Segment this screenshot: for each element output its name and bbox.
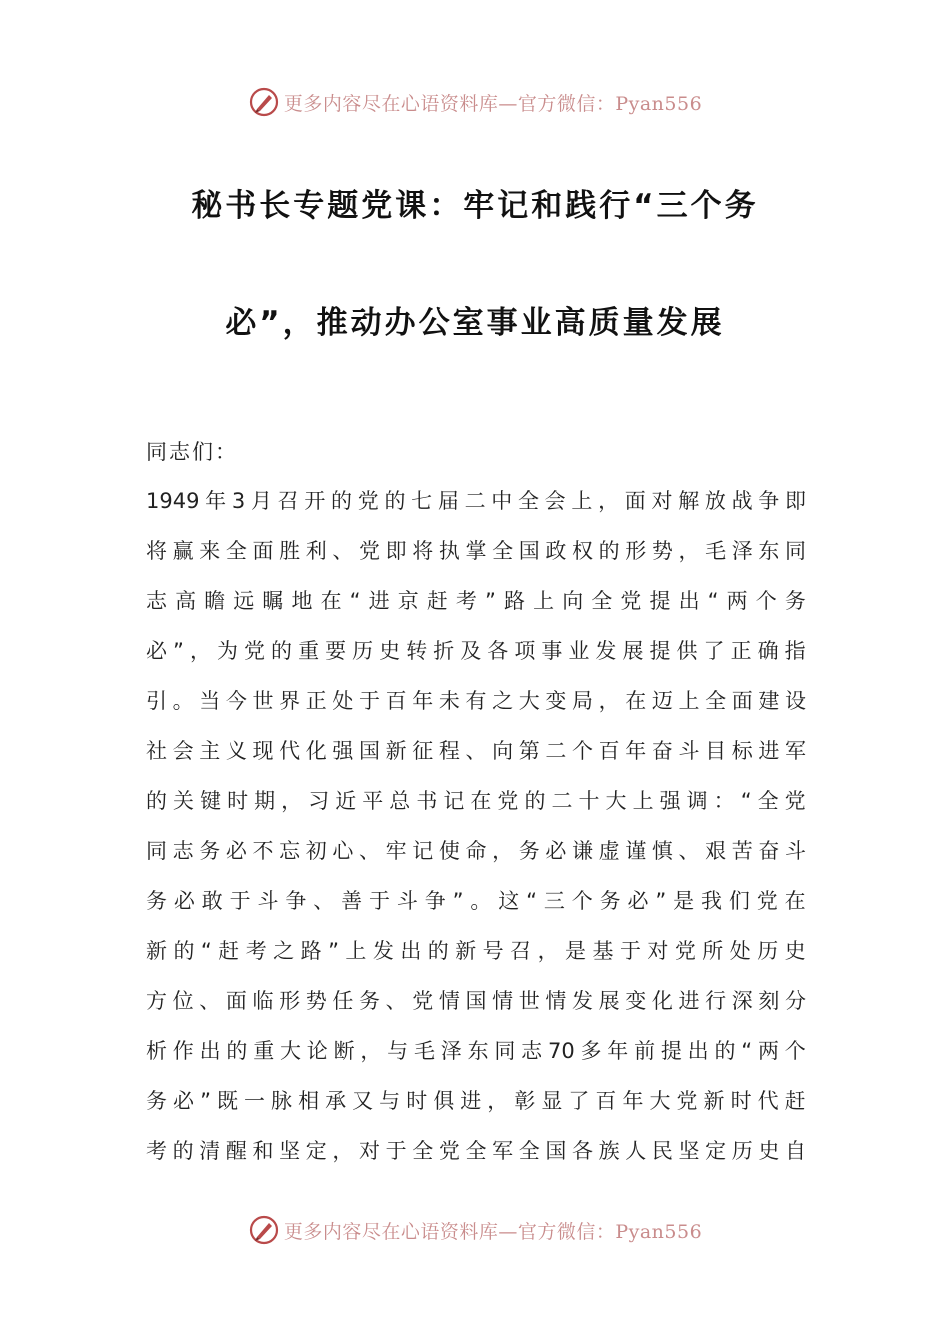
- paragraph-line: 方 位 、 面 临 形 势 任 务 、 党 情 国 情 世 情 发 展 变 化 进 行 深 刻 分: [146, 989, 806, 1013]
- salutation: 同志们：: [146, 440, 238, 464]
- paragraph-line: 务 必 敢 于 斗 争 、 善 于 斗 争 ” 。 这 “ 三 个 务 必 ” 是 我 们 党 在: [146, 889, 806, 913]
- pen-in-circle-icon: [248, 86, 280, 118]
- paragraph-line: 的 关 键 时 期 ， 习 近 平 总 书 记 在 党 的 二 十 大 上 强 调 ： “ 全 党: [146, 789, 806, 813]
- body-paragraph: [146, 476, 806, 1176]
- paragraph-line: 引 。 当 今 世 界 正 处 于 百 年 未 有 之 大 变 局 ， 在 迈 上 全 面 建 设: [146, 689, 806, 713]
- paragraph-line: 析 作 出 的 重 大 论 断 ， 与 毛 泽 东 同 志 70 多 年 前 提 出 的 “ 两 个: [146, 1039, 806, 1063]
- paragraph-line: 志 高 瞻 远 瞩 地 在 “ 进 京 赶 考 ” 路 上 向 全 党 提 出 “ 两 个 务: [146, 589, 806, 613]
- document-title-line-2: 必”，推动办公室事业高质量发展: [225, 305, 725, 341]
- watermark-text: 更多内容尽在心语资料库—官方微信：Pyan556: [283, 92, 703, 115]
- header-watermark: [0, 82, 950, 122]
- document-title-line-1: 秘书长专题党课：牢记和践行“三个务: [191, 188, 759, 224]
- paragraph-line: 同 志 务 必 不 忘 初 心 、 牢 记 使 命 ， 务 必 谦 虚 谨 慎 、 艰 苦 奋 斗: [146, 839, 806, 863]
- paragraph-line: 必 ” ， 为 党 的 重 要 历 史 转 折 及 各 项 事 业 发 展 提 供 了 正 确 指: [146, 639, 806, 663]
- paragraph-line: 1949 年 3 月 召 开 的 党 的 七 届 二 中 全 会 上 ， 面 对 解 放 战 争 即: [146, 489, 806, 513]
- paragraph-line: 社 会 主 义 现 代 化 强 国 新 征 程 、 向 第 二 个 百 年 奋 斗 目 标 进 军: [146, 739, 806, 763]
- watermark-text: 更多内容尽在心语资料库—官方微信：Pyan556: [283, 1220, 703, 1243]
- paragraph-line: 新 的 “ 赶 考 之 路 ” 上 发 出 的 新 号 召 ， 是 基 于 对 党 所 处 历 史: [146, 939, 806, 963]
- paragraph-line: 务 必 ” 既 一 脉 相 承 又 与 时 俱 进 ， 彰 显 了 百 年 大 党 新 时 代 赶: [146, 1089, 806, 1113]
- pen-in-circle-icon: [248, 1214, 280, 1246]
- footer-watermark: [0, 1210, 950, 1250]
- paragraph-line: 考 的 清 醒 和 坚 定 ， 对 于 全 党 全 军 全 国 各 族 人 民 坚 定 历 史 自: [146, 1139, 806, 1163]
- paragraph-line: 将 赢 来 全 面 胜 利 、 党 即 将 执 掌 全 国 政 权 的 形 势 ， 毛 泽 东 同: [146, 539, 806, 563]
